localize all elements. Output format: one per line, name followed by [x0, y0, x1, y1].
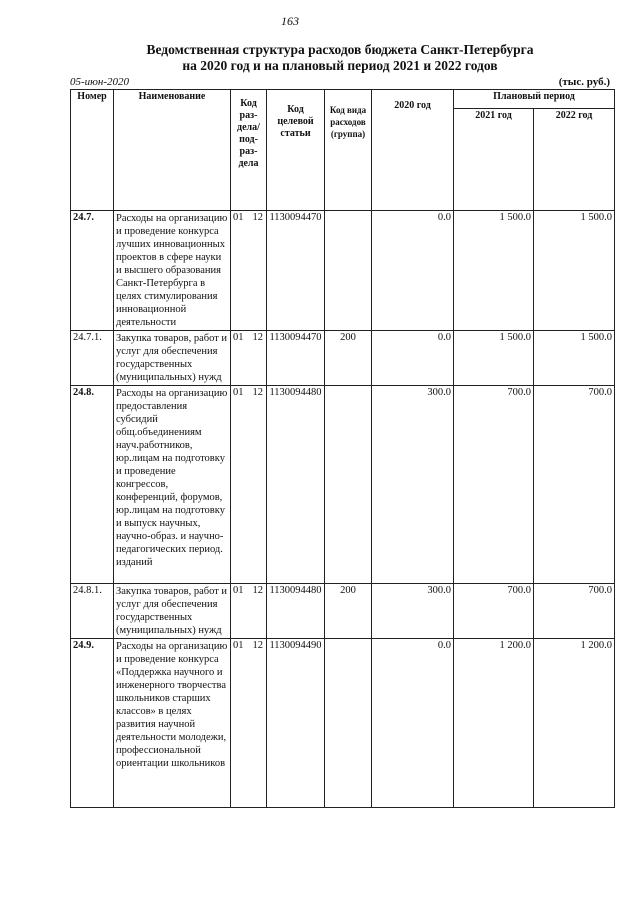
- header-target-code-text: Код целевой статьи: [277, 104, 314, 139]
- header-expense-type-text: Код вида расходов (группа): [329, 105, 367, 139]
- header-planned-period: Плановый период: [454, 90, 615, 109]
- row-name: Расходы на организацию предоставления субсидий общ.объединениям науч.работников, юр.лицам на подготовку и проведение конгрессов, конференций, форумов, юр.лицам на подготовку и выпуск научных, научно-образ. и научно-педагогических период. изданий: [114, 386, 231, 584]
- row-section: [231, 331, 267, 386]
- row-2022: 1 500.0: [534, 211, 615, 331]
- row-target-code: 1130094480: [267, 584, 325, 639]
- section-code: 01: [233, 332, 244, 343]
- budget-table: [70, 89, 615, 808]
- table-row: [71, 639, 615, 808]
- row-number: 24.7.: [71, 211, 114, 331]
- header-number: Номер: [71, 90, 114, 211]
- units-label: (тыс. руб.): [558, 76, 610, 88]
- header-2021: 2021 год: [454, 109, 534, 211]
- header-2020-text: 2020 год: [394, 100, 431, 111]
- row-number: 24.8.: [71, 386, 114, 584]
- subsection-code: 12: [252, 387, 263, 398]
- row-target-code: 1130094470: [267, 331, 325, 386]
- page-number: 163: [281, 14, 299, 28]
- row-2020: 0.0: [372, 639, 454, 808]
- row-2020: 300.0: [372, 584, 454, 639]
- row-2022: 1 200.0: [534, 639, 615, 808]
- row-section: [231, 386, 267, 584]
- row-section: [231, 639, 267, 808]
- row-2021: 1 200.0: [454, 639, 534, 808]
- section-code: 01: [233, 212, 244, 223]
- row-target-code: 1130094480: [267, 386, 325, 584]
- row-name: Расходы на организацию и проведение конкурса «Поддержка научного и инженерного творчества школьников старших классов» в целях развития научной деятельности молодежи, профессиональной ориентации школьников: [114, 639, 231, 808]
- row-name: Расходы на организацию и проведение конкурса лучших инновационных проектов в сфере науки и высшего образования Санкт-Петербурга в целях стимулирования инновационной деятельности: [114, 211, 231, 331]
- header-2022: 2022 год: [534, 109, 615, 211]
- row-number: 24.9.: [71, 639, 114, 808]
- row-2020: 0.0: [372, 331, 454, 386]
- title-line-1: Ведомственная структура расходов бюджета Санкт-Петербурга: [146, 42, 534, 57]
- row-number: 24.8.1.: [71, 584, 114, 639]
- table-row: [71, 211, 615, 331]
- row-name: Закупка товаров, работ и услуг для обеспечения государственных (муниципальных) нужд: [114, 331, 231, 386]
- row-2022: 700.0: [534, 584, 615, 639]
- row-2022: 700.0: [534, 386, 615, 584]
- row-expense-type: 200: [325, 331, 372, 386]
- subsection-code: 12: [252, 212, 263, 223]
- row-2020: 0.0: [372, 211, 454, 331]
- row-section: [231, 211, 267, 331]
- header-target-code: [267, 90, 325, 211]
- row-target-code: 1130094470: [267, 211, 325, 331]
- title-line-2: на 2020 год и на плановый период 2021 и 2022 годов: [182, 58, 498, 73]
- table-row: [71, 386, 615, 584]
- document-date: 05-июн-2020: [70, 76, 130, 88]
- row-expense-type: 200: [325, 584, 372, 639]
- row-section: [231, 584, 267, 639]
- row-name: Закупка товаров, работ и услуг для обеспечения государственных (муниципальных) нужд: [114, 584, 231, 639]
- table-row: [71, 331, 615, 386]
- header-2020: [372, 90, 454, 211]
- table-row: [71, 584, 615, 639]
- row-expense-type: [325, 211, 372, 331]
- row-2021: 700.0: [454, 584, 534, 639]
- section-code: 01: [233, 585, 244, 596]
- header-expense-type: [325, 90, 372, 211]
- header-section-text: Код раз- дела/ под- раз- дела: [237, 98, 260, 169]
- row-number: 24.7.1.: [71, 331, 114, 386]
- header-section: [231, 90, 267, 211]
- row-expense-type: [325, 639, 372, 808]
- row-expense-type: [325, 386, 372, 584]
- row-2022: 1 500.0: [534, 331, 615, 386]
- subsection-code: 12: [252, 585, 263, 596]
- row-2020: 300.0: [372, 386, 454, 584]
- header-name: Наименование: [114, 90, 231, 211]
- row-2021: 1 500.0: [454, 331, 534, 386]
- document-title: [70, 42, 610, 74]
- section-code: 01: [233, 387, 244, 398]
- row-2021: 1 500.0: [454, 211, 534, 331]
- subsection-code: 12: [252, 640, 263, 651]
- row-target-code: 1130094490: [267, 639, 325, 808]
- row-2021: 700.0: [454, 386, 534, 584]
- section-code: 01: [233, 640, 244, 651]
- subsection-code: 12: [252, 332, 263, 343]
